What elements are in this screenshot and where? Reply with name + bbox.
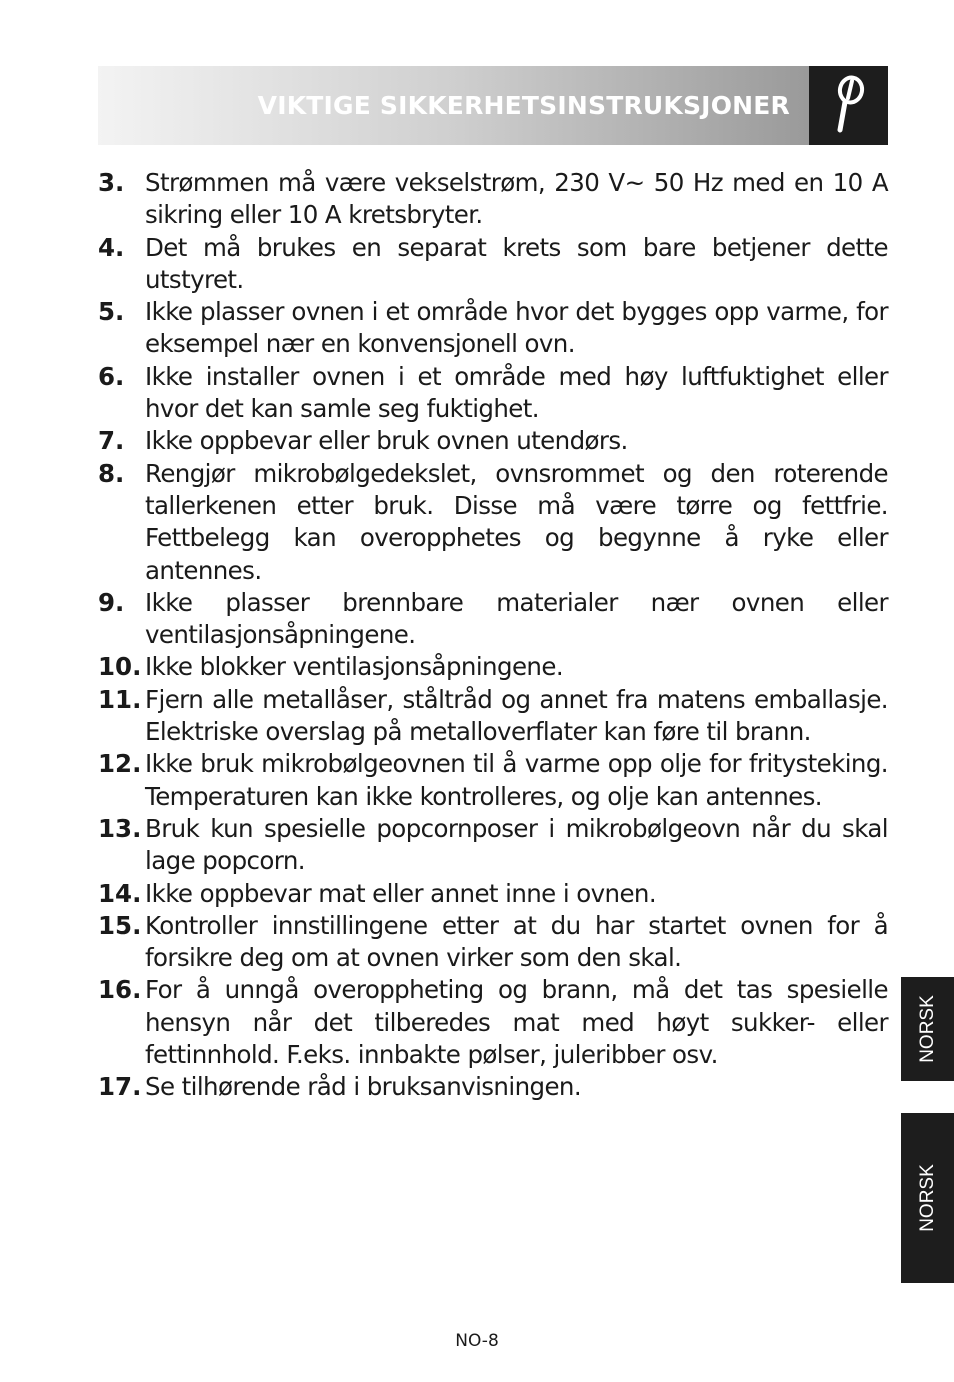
instruction-item: [98, 813, 888, 878]
instruction-item: [98, 748, 888, 813]
item-text: Se tilhørende råd i bruksanvisningen.: [145, 1072, 582, 1102]
item-number: 5.: [98, 297, 125, 327]
item-text: Ikke blokker ventilasjonsåpningene.: [145, 652, 564, 682]
item-text: Ikke plasser ovnen i et område hvor det bygges opp varme, for eksempel nær en konvensjonell ovn.: [145, 297, 888, 359]
item-text: Strømmen må være vekselstrøm, 230 V~ 50 Hz med en 10 A sikring eller 10 A kretsbryter.: [145, 168, 888, 230]
instruction-list: [98, 167, 888, 1104]
item-text: Fjern alle metallåser, ståltråd og annet fra matens emballasje. Elektriske overslag på metalloverflater kan føre til brann.: [145, 684, 888, 747]
item-number: 10.: [98, 652, 142, 682]
language-tab-norsk[interactable]: [901, 977, 954, 1081]
instruction-item: [98, 361, 888, 426]
instruction-item: [98, 651, 888, 683]
instruction-item: [98, 232, 888, 297]
item-text: Bruk kun spesielle popcornposer i mikrobølgeovn når du skal lage popcorn.: [145, 813, 888, 876]
item-number: 13.: [98, 813, 142, 843]
section-title: VIKTIGE SIKKERHETSINSTRUKSJONER: [257, 91, 790, 120]
item-text: Ikke bruk mikrobølgeovnen til å varme opp olje for fritysteking. Temperaturen kan ikke kontrolleres, og olje kan antennes.: [145, 749, 888, 811]
item-text: Kontroller innstillingene etter at du har startet ovnen for å forsikre deg om at ovnen virker som den skal.: [145, 910, 888, 973]
item-number: 15.: [98, 910, 142, 940]
instruction-item: [98, 167, 888, 232]
item-number: 14.: [98, 878, 142, 908]
language-tab-label: NORSK: [916, 995, 938, 1063]
item-text: Rengjør mikrobølgedekslet, ovnsrommet og den roterende tallerkenen etter bruk. Disse må være tørre og fettfrie. Fettbelegg kan overopphetes og begynne å ryke eller antennes.: [145, 458, 888, 585]
item-text: Ikke installer ovnen i et område med høy luftfuktighet eller hvor det kan samle seg fuktighet.: [145, 361, 888, 424]
item-number: 9.: [98, 587, 125, 617]
instruction-item: [98, 878, 888, 910]
item-number: 12.: [98, 749, 142, 779]
instruction-item: [98, 974, 888, 1071]
item-text: Det må brukes en separat krets som bare betjener dette utstyret.: [145, 232, 888, 294]
instruction-item: [98, 1071, 888, 1103]
item-number: 3.: [98, 168, 125, 197]
instruction-item: [98, 684, 888, 749]
item-number: 4.: [98, 232, 125, 262]
instruction-item: [98, 587, 888, 652]
item-text: Ikke oppbevar eller bruk ovnen utendørs.: [145, 426, 628, 456]
warning-exclamation-icon: [831, 75, 867, 137]
instruction-item: [98, 425, 888, 457]
item-number: 11.: [98, 684, 142, 714]
item-number: 16.: [98, 975, 142, 1005]
item-text: Ikke plasser brennbare materialer nær ovnen eller ventilasjonsåpningene.: [145, 587, 888, 650]
section-header: [98, 66, 888, 145]
item-number: 7.: [98, 426, 125, 456]
item-number: 8.: [98, 458, 125, 488]
item-number: 17.: [98, 1072, 142, 1102]
instruction-item: [98, 910, 888, 975]
language-tab-label: NORSK: [916, 1164, 938, 1232]
page-number: NO-8: [455, 1331, 499, 1351]
item-number: 6.: [98, 361, 125, 391]
item-text: Ikke oppbevar mat eller annet inne i ovnen.: [145, 878, 657, 908]
language-tab-norsk-active[interactable]: [901, 1113, 954, 1283]
instruction-item: [98, 296, 888, 361]
item-text: For å unngå overoppheting og brann, må det tas spesielle hensyn når det tilberedes mat med høyt sukker- eller fettinnhold. F.eks. innbakte pølser, juleribber osv.: [145, 975, 888, 1070]
instruction-item: [98, 458, 888, 587]
warning-icon-box: [809, 66, 888, 145]
